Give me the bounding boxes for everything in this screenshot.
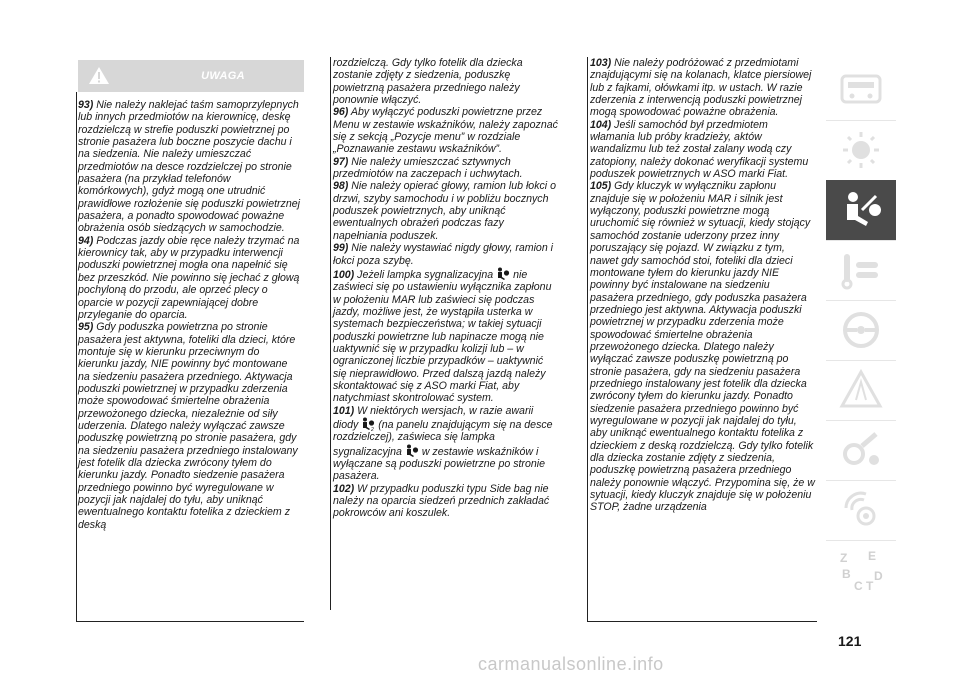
- lights-icon: [836, 128, 886, 172]
- paragraph-continuation: rozdzielczą. Gdy tylko fotelik dla dziecka zostanie zdjęty z siedzenia, poduszkę powietrzną pasażera przedniego należy ponownie włączyć.: [333, 57, 523, 107]
- column-3: [590, 57, 815, 514]
- note-number: 97): [333, 155, 349, 168]
- note-number: 99): [333, 242, 349, 255]
- satellite-icon: [836, 488, 886, 532]
- index-letter: D: [874, 569, 883, 583]
- tab-lights[interactable]: [826, 120, 896, 181]
- paragraph-97: [333, 156, 558, 181]
- paragraph-96: [333, 106, 558, 155]
- watermark: carmanualsonline.info: [478, 654, 664, 674]
- note-text: W przypadku poduszki typu Side bag nie należy na oparcia siedzeń przednich zakładać pokrowców ani koszulek.: [333, 482, 550, 520]
- note-number: 104): [590, 118, 612, 131]
- note-text: Nie należy wystawiać nigdy głowy, ramion i łokci poza szybę.: [333, 242, 554, 267]
- note-text: Nie należy umieszczać sztywnych przedmiotów na zaczepach i uchwytach.: [333, 155, 523, 181]
- note-text: (na panelu znajdującym się na desce rozdzielczej), zaświeca się lampka sygnalizacyjna: [333, 418, 553, 458]
- tab-starting[interactable]: [826, 240, 896, 301]
- column-1: [78, 99, 302, 531]
- column-3-left-rule: [587, 57, 588, 621]
- column-2-left-rule: [330, 57, 331, 610]
- note-number: 95): [78, 321, 94, 334]
- tab-safety[interactable]: [826, 180, 896, 241]
- tools-icon: [836, 248, 886, 292]
- paragraph-100: [333, 267, 558, 405]
- passenger-airbag-off-icon: [361, 417, 375, 431]
- paragraph-104: [590, 119, 815, 181]
- note-text: Nie należy opierać głowy, ramion lub łokci o drzwi, szyby samochodu i w pobliżu bocznych poduszek powietrznych, aby uniknąć ewentualnych obrażeń podczas fazy napełniania poduszek.: [333, 180, 556, 242]
- warning-title: UWAGA: [201, 70, 245, 82]
- index-letter: E: [868, 549, 877, 563]
- note-text: W niektórych wersjach, w razie awarii diody: [333, 404, 534, 431]
- index-letter: C: [854, 579, 863, 592]
- index-letter: B: [842, 567, 851, 581]
- note-number: 94): [78, 234, 94, 247]
- note-text: Gdy poduszka powietrzna po stronie pasażera jest aktywna, foteliki dla dzieci, które montuje się w kierunku przeciwnym do kierunku jazdy, NIE powinny być montowane na siedzeniu pasażera przedniego. Aktywacja poduszki powietrznej w przypadku zderzenia może spowodować śmiertelne obrażenia przewożonego dziecka, niezależnie od siły uderzenia. Dlatego należy wyłączać zawsze poduszkę powietrzną po stronie pasażera, gdy na siedzeniu pasażera przedniego instalowany jest fotelik dla dziecka zwrócony tyłem do kierunku jazdy. Ponadto siedzenie pasażera przedniego powinno być wyregulowane w pozycji jak najdalej do tyłu, aby uniknąć ewentualnego kontaktu fotelika z dzieckiem z deską: [78, 321, 298, 531]
- note-number: 98): [333, 180, 349, 193]
- paragraph-105: [590, 180, 815, 513]
- note-text: Gdy kluczyk w wyłączniku zapłonu znajduje się w położeniu MAR i silnik jest wyłączony, poduszki powietrzne mogą uruchomić się również w sytuacji, kiedy stojący samochód zostanie uderzony przez inny poruszający się pojazd. W związku z tym, nawet gdy samochód stoi, foteliki dla dzieci montowane tyłem do kierunku jazdy NIE powinny być instalowane na siedzeniu pasażera przedniego, gdy poduszka pasażera przedniego jest aktywna. Aktywacja poduszki powietrznej w przypadku zderzenia może spowodować śmiertelne obrażenia przewożonego dziecka. Dlatego należy wyłączać zawsze poduszkę powietrzną po stronie pasażera, gdy na siedzeniu pasażera przedniego instalowany jest fotelik dla dziecka zwrócony tyłem do kierunku jazdy. Ponadto siedzenie pasażera przedniego powinno być wyregulowane w pozycji jak najdalej do tyłu, aby uniknąć ewentualnego kontaktu fotelika z dzieckiem z deską rozdzielczą. Gdy tylko fotelik dla dziecka zostanie zdjęty z siedzenia, poduszkę powietrzną pasażera przedniego należy ponownie włączyć. Przypomina się, że w sytuacji, kiedy kluczyk znajduje się w położeniu STOP, żadne urządzenia: [590, 180, 815, 514]
- paragraph-94: [78, 235, 302, 321]
- note-number: 96): [333, 106, 349, 119]
- svg-text:2: 2: [371, 426, 375, 431]
- index-letters-icon: [836, 548, 886, 592]
- column-2: [333, 57, 558, 520]
- paragraph-102: [333, 483, 558, 520]
- note-text: Aby wyłączyć poduszki powietrzne przez Menu w zestawie wskaźników, należy zapoznać się z sekcją „Pozycje menu” w rozdziale „Poznawanie zestawu wskaźników”.: [333, 106, 558, 156]
- airbag-warning-icon: [405, 444, 419, 458]
- note-text: w zestawie wskaźników i wyłączane są poduszki powietrzne po stronie pasażera.: [333, 445, 545, 483]
- wrench-gear-icon: [836, 428, 886, 472]
- car-dashboard-icon: [836, 68, 886, 112]
- column-3-bottom-rule: [587, 621, 817, 622]
- note-number: 102): [333, 482, 355, 495]
- paragraph-99: [333, 242, 558, 267]
- airbag-warning-icon: [496, 267, 510, 281]
- warning-triangle-icon: [88, 65, 110, 85]
- note-number: 101): [333, 404, 355, 417]
- warning-header: [78, 60, 304, 92]
- note-number: 103): [590, 57, 612, 69]
- tab-driving[interactable]: [826, 300, 896, 361]
- column-1-left-rule: [76, 92, 77, 622]
- paragraph-103: [590, 57, 815, 119]
- note-text: Podczas jazdy obie ręce należy trzymać na kierownicy tak, aby w przypadku interwencji poduszki powietrznej mogła ona napełnić się bez przeszkód. Nie powinno się jechać z głową pochyloną do przodu, ale oprzeć plecy o oparcie w pozycji zapewniającej dobre przyleganie do oparcia.: [78, 234, 300, 321]
- chapter-sidebar: [826, 60, 896, 605]
- paragraph-95: [78, 321, 302, 531]
- note-text: Nie należy podróżować z przedmiotami znajdującymi się na kolanach, klatce piersiowej lub z fajkami, ołówkami itp. w ustach. W razie zderzenia z interwencją poduszki powietrznej mogą spowodować poważne obrażenia.: [590, 57, 812, 119]
- steering-wheel-icon: [836, 308, 886, 352]
- paragraph-98: [333, 180, 558, 242]
- tab-multimedia[interactable]: [826, 480, 896, 541]
- index-letter: T: [866, 579, 874, 592]
- index-letter: Z: [840, 551, 848, 565]
- paragraph-101: [333, 405, 558, 483]
- airbag-seat-icon: [836, 188, 886, 232]
- column-1-bottom-rule: [76, 621, 304, 622]
- note-number: 100): [333, 268, 355, 281]
- note-number: 93): [78, 99, 94, 111]
- note-text: nie zaświeci się po ustawieniu wyłącznika zapłonu w położeniu MAR lub zaświeci się podczas jazdy, możliwe jest, że wystąpiła usterka w systemach bezpieczeństwa; w takiej sytuacji poduszki powietrzne lub napinacze mogą nie uaktywnić się w przypadku kolizji lub – w ograniczonej liczbie przypadków – uaktywnić się nieprawidłowo. Przed dalszą jazdą należy skontaktować się z ASO marki Fiat, aby natychmiast skontrolować system.: [333, 268, 552, 405]
- paragraph-93: [78, 99, 302, 235]
- tab-dashboard[interactable]: [826, 60, 896, 121]
- tab-index[interactable]: [826, 540, 896, 600]
- tab-maintenance[interactable]: [826, 420, 896, 481]
- tab-emergency[interactable]: [826, 360, 896, 421]
- page-number: 121: [838, 633, 862, 649]
- note-text: Jeśli samochód był przedmiotem włamania lub próby kradzieży, aktów wandalizmu lub też został zalany wodą czy zatopiony, należy dokonać weryfikacji systemu poduszek powietrznych w ASO marki Fiat.: [590, 118, 809, 181]
- note-number: 105): [590, 180, 612, 193]
- note-text: Jeżeli lampka sygnalizacyjna: [357, 268, 494, 281]
- note-text: Nie należy naklejać taśm samoprzylepnych lub innych przedmiotów na kierownicę, deskę rozdzielczą w strefie poduszki powietrznej po stronie pasażera lub boczne poszycie dachu i na siedzenia. Nie należy umieszczać przedmiotów na desce rozdzielczej po stronie pasażera (na przykład telefonów komórkowych), gdyż mogą one utrudnić prawidłowe rozłożenie się poduszki powietrznej pasażera, a ponadto spowodować poważne obrażenia osób siedzących w samochodzie.: [78, 99, 300, 235]
- warning-road-icon: [836, 368, 886, 412]
